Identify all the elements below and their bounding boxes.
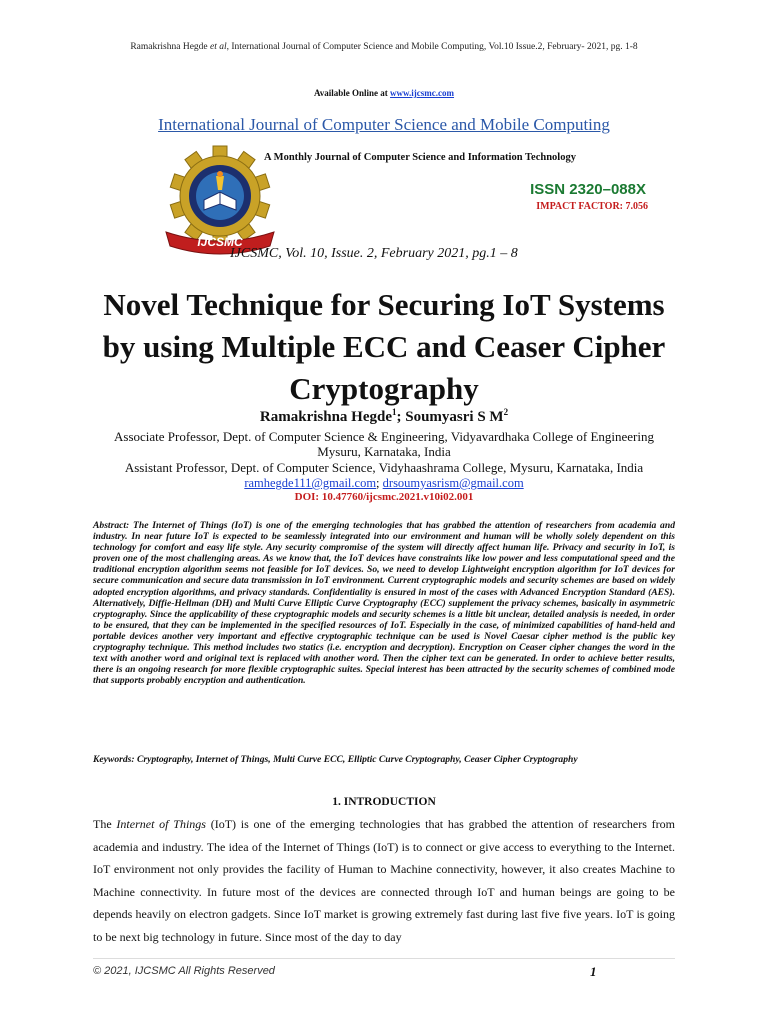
journal-website-link[interactable]: www.ijcsmc.com bbox=[390, 88, 455, 98]
author-2: Soumyasri S M bbox=[405, 409, 504, 425]
abstract: Abstract: The Internet of Things (IoT) is one of the emerging technologies that has grabbed the attention of researchers from academia and industry. In near future IoT is expected to be seamlessly integrated into our environment and human will be wholly solely dependent on this technology for comfort and easy life style. Any security compromise of the system will directly affect human life. Privacy and security in IoT, is proven one of the most challenging areas. As we know that, the IoT devices have constraints like low power and less computational speed and the traditional encryption algorithm seems not feasible for IoT devices. So, we need to develop Lightweight encryption algorithm for IoT devices for secure communication and secure data transmission in IoT environment. Current cryptographic models and security schemes are based on widely adopted encryption algorithms, and privacy standards. Confidentiality is ensured in most of the cases with Advanced Encryption Standard (AES). Alternatively, Diffie-Hellman (DH) and Multi Curve Elliptic Curve Cryptography (ECC) supplement the privacy schemes, basically in asymmetric cryptography. Since the applicability of these cryptographic models and security schemes is a little bit unclear, detailed analysis is needed, in order to be ensured, that they can be implemented in the specified resources of IoT. Especially in the case, of minimized capabilities of hand-held and portable devices another very important and effective cryptographic technique can be used is Novel Caesar cipher method is the public key cryptography technique. This method includes two statics (i.e. encryption and decryption). Encryption on Ceaser cipher changes the word in the text with another word and original text is replaced with another word. Then the cipher text can be generated. In order to achieve better results, there is an ongoing research for more flexible cryptographic suites. Special interest has been attracted by the security schemes of combined mode that supports probably encryption and authentication. bbox=[93, 520, 675, 687]
footer-divider bbox=[93, 958, 675, 959]
paper-title: Novel Technique for Securing IoT Systems by using Multiple ECC and Ceaser Cipher Cryptography bbox=[102, 287, 666, 406]
journal-subtitle: A Monthly Journal of Computer Science and Information Technology bbox=[264, 152, 576, 163]
available-online bbox=[0, 88, 768, 98]
author-1: Ramakrishna Hegde bbox=[259, 409, 392, 425]
email-link-2[interactable]: drsoumyasrism@gmail.com bbox=[382, 476, 524, 490]
authors bbox=[0, 407, 768, 426]
author-separator: ; bbox=[396, 409, 406, 425]
intro-rest: (IoT) is one of the emerging technologies that has grabbed the attention of researchers from academia and industry. The idea of the Internet of Things (IoT) is to connect or give access to everything to the Internet. IoT environment not only provides the facility of Human to Machine connectivity, however, it also creates Machine to Machine connectivity. In future most of the devices are connected through IoT and human beings are going to be depends heavily on electron gadgets. Since IoT market is growing extremely fast during last five five years. IoT is going to be next big technology in future. Since most of the day to day bbox=[93, 817, 676, 944]
author-1-sup: 1 bbox=[392, 407, 397, 417]
available-prefix: Available Online at bbox=[313, 88, 391, 98]
running-head-rest: , International Journal of Computer Science and Mobile Computing, Vol.10 Issue.2, February- 2021, pg. 1-8 bbox=[226, 42, 638, 52]
intro-iot-italic: Internet of Things bbox=[116, 817, 206, 831]
keywords: Keywords: Cryptography, Internet of Things, Multi Curve ECC, Elliptic Curve Cryptography, Ceaser Cipher Cryptography bbox=[93, 754, 578, 765]
impact-factor: IMPACT FACTOR: 7.056 bbox=[536, 201, 648, 212]
affiliation-2: Assistant Professor, Dept. of Computer Science, Vidyhaashrama College, Mysuru, Karnataka, India bbox=[124, 460, 644, 475]
section-heading-introduction: 1. INTRODUCTION bbox=[332, 796, 436, 808]
author-2-sup: 2 bbox=[503, 407, 509, 417]
intro-the: The bbox=[93, 817, 117, 831]
issue-line: IJCSMC, Vol. 10, Issue. 2, February 2021, pg.1 – 8 bbox=[230, 246, 518, 261]
email-separator: ; bbox=[376, 476, 383, 490]
footer-copyright: © 2021, IJCSMC All Rights Reserved bbox=[93, 965, 275, 977]
journal-name: International Journal of Computer Science and Mobile Computing bbox=[158, 115, 610, 134]
issn: ISSN 2320–088X bbox=[530, 181, 646, 198]
running-head-author: Ramakrishna Hegde bbox=[130, 42, 208, 52]
email-link-1[interactable]: ramhegde111@gmail.com bbox=[244, 476, 377, 490]
introduction-paragraph bbox=[93, 813, 675, 949]
running-head-etal: et al bbox=[210, 42, 227, 52]
running-header bbox=[0, 42, 768, 52]
footer-page-number: 1 bbox=[590, 964, 597, 979]
affiliation-1: Associate Professor, Dept. of Computer Science & Engineering, Vidyavardhaka College of Engineering Mysuru, Karnataka, India bbox=[114, 429, 654, 459]
logo-text: IJCSMC bbox=[197, 235, 243, 249]
emails bbox=[0, 476, 768, 491]
doi: DOI: 10.47760/ijcsmc.2021.v10i02.001 bbox=[294, 491, 474, 503]
